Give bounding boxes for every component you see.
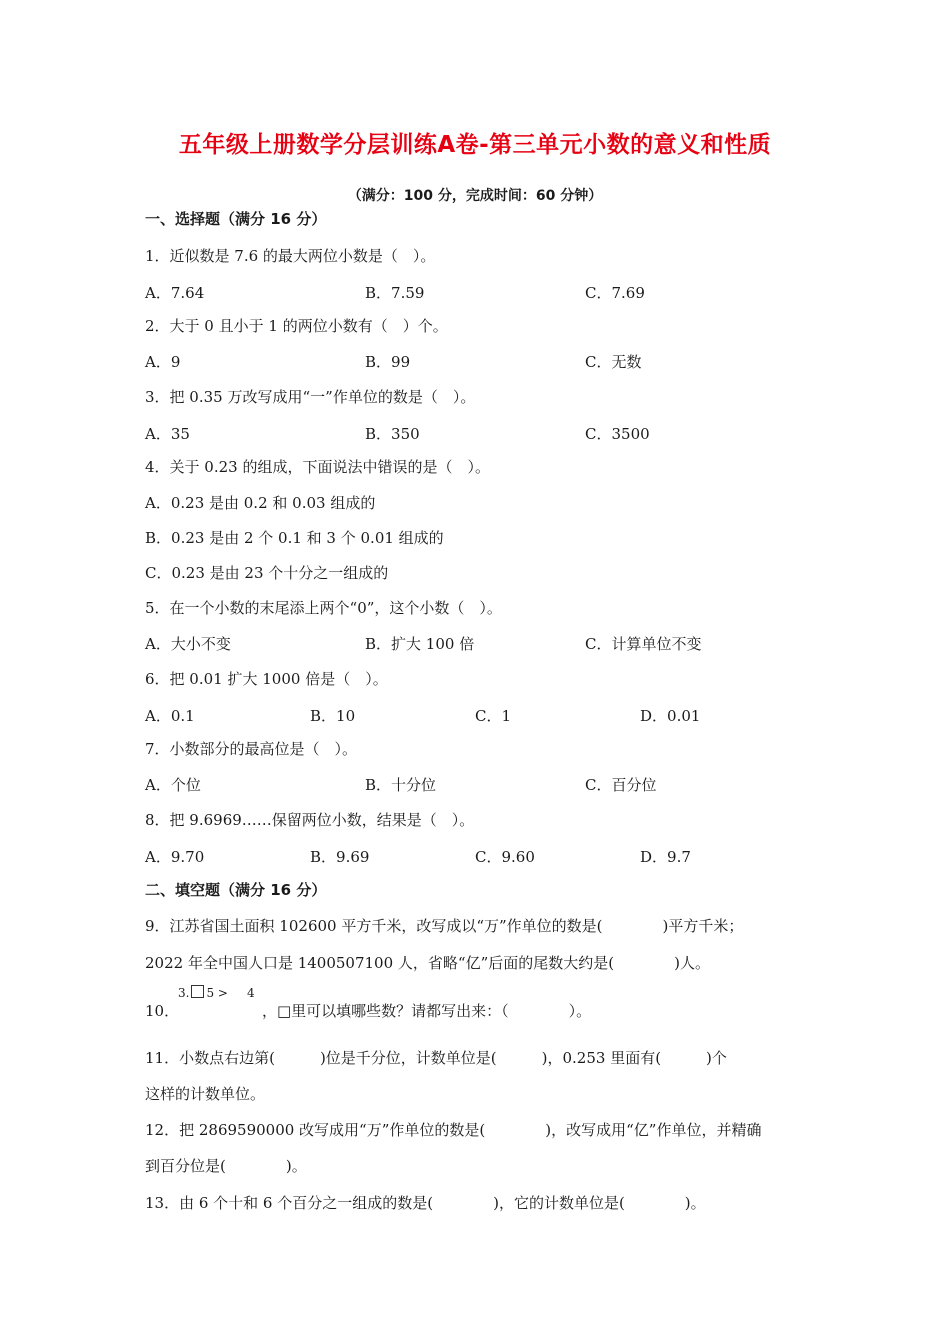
- question-9-line-1: 9．江苏省国土面积 102600 平方千米，改写成以“万”作单位的数是( )平方千米；: [145, 917, 744, 935]
- q5-option-b: B．扩大 100 倍: [365, 635, 475, 653]
- q6-option-d: D．0.01: [640, 707, 701, 725]
- question-13: 13．由 6 个十和 6 个百分之一组成的数是( )，它的计数单位是( )。: [145, 1194, 706, 1212]
- question-2: 2．大于 0 且小于 1 的两位小数有（ ）个。: [145, 317, 448, 335]
- q7-option-a: A．个位: [145, 776, 201, 794]
- q8-option-b: B．9.69: [310, 848, 370, 866]
- q5-option-a: A．大小不变: [145, 635, 231, 653]
- section-heading-fill: 二、填空题（满分 16 分）: [145, 881, 327, 899]
- question-10-expression: [178, 985, 255, 1000]
- q3-option-a: A．35: [145, 425, 190, 443]
- question-1: 1．近似数是 7.6 的最大两位小数是（ ）。: [145, 247, 436, 265]
- q3-option-c: C．3500: [585, 425, 650, 443]
- q8-option-d: D．9.7: [640, 848, 691, 866]
- q6-option-c: C．1: [475, 707, 512, 725]
- q1-option-c: C．7.69: [585, 284, 645, 302]
- question-10-text: ，□里可以填哪些数？请都写出来：（ ）。: [262, 1002, 592, 1020]
- q2-option-c: C．无数: [585, 353, 642, 371]
- expr-mid: 5 >: [206, 986, 228, 1000]
- question-9-line-2: 2022 年全中国人口是 1400507100 人，省略“亿”后面的尾数大约是( )人。: [145, 954, 710, 972]
- q8-option-c: C．9.60: [475, 848, 535, 866]
- q7-option-c: C．百分位: [585, 776, 657, 794]
- blank-box-icon: [191, 985, 204, 998]
- question-6: 6．把 0.01 扩大 1000 倍是（ ）。: [145, 670, 388, 688]
- page-title: 五年级上册数学分层训练A卷-第三单元小数的意义和性质: [178, 132, 772, 158]
- q2-option-a: A．9: [145, 353, 181, 371]
- q6-option-a: A．0.1: [145, 707, 195, 725]
- question-10-number: 10．: [145, 1002, 180, 1020]
- q1-option-b: B．7.59: [365, 284, 425, 302]
- question-12-line-2: 到百分位是( )。: [145, 1157, 307, 1175]
- q6-option-b: B．10: [310, 707, 356, 725]
- q3-option-b: B．350: [365, 425, 420, 443]
- expr-left: 3.: [178, 986, 190, 1000]
- q8-option-a: A．9.70: [145, 848, 205, 866]
- q4-option-c: C．0.23 是由 23 个十分之一组成的: [145, 564, 389, 582]
- question-3: 3．把 0.35 万改写成用“一”作单位的数是（ ）。: [145, 388, 476, 406]
- question-12-line-1: 12．把 2869590000 改写成用“万”作单位的数是( )，改写成用“亿”作单位，并精确: [145, 1121, 762, 1139]
- question-11-line-2: 这样的计数单位。: [145, 1085, 266, 1103]
- question-7: 7．小数部分的最高位是（ ）。: [145, 740, 358, 758]
- q4-option-a: A．0.23 是由 0.2 和 0.03 组成的: [145, 494, 376, 512]
- q5-option-c: C．计算单位不变: [585, 635, 702, 653]
- section-heading-choice: 一、选择题（满分 16 分）: [145, 210, 327, 228]
- q7-option-b: B．十分位: [365, 776, 437, 794]
- expr-right: 4: [247, 986, 255, 1000]
- question-5: 5．在一个小数的末尾添上两个“0”，这个小数（ ）。: [145, 599, 502, 617]
- question-8: 8．把 9.6969……保留两位小数，结果是（ ）。: [145, 811, 475, 829]
- question-4: 4．关于 0.23 的组成，下面说法中错误的是（ ）。: [145, 458, 490, 476]
- question-11-line-1: 11．小数点右边第( )位是千分位，计数单位是( )，0.253 里面有( )个: [145, 1049, 727, 1067]
- page-subtitle: （满分：100 分，完成时间：60 分钟）: [347, 188, 603, 204]
- q4-option-b: B．0.23 是由 2 个 0.1 和 3 个 0.01 组成的: [145, 529, 444, 547]
- q1-option-a: A．7.64: [145, 284, 205, 302]
- q2-option-b: B．99: [365, 353, 411, 371]
